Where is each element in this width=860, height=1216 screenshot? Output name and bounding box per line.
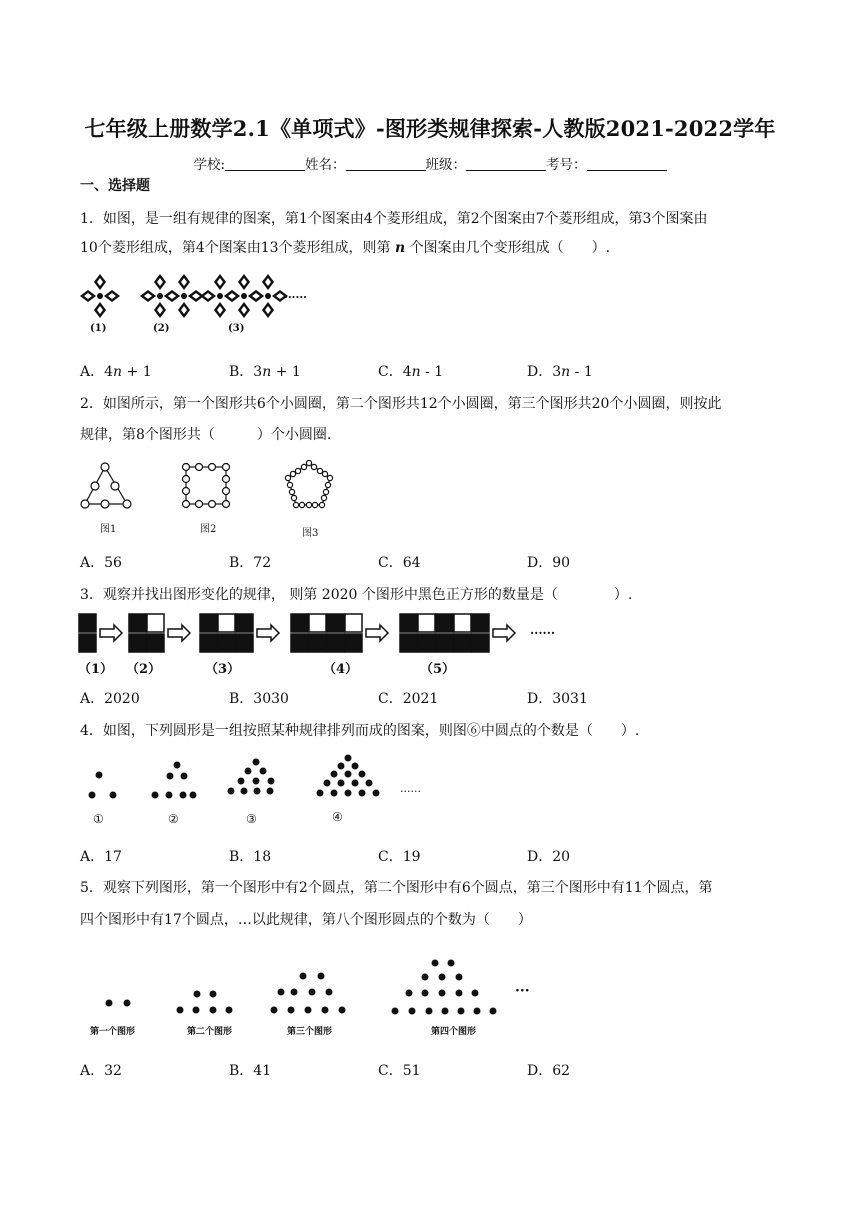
q5-figure — [95, 955, 535, 1025]
q1-fig-label-1: (1) — [90, 323, 107, 334]
q1-option-b-coef: 3 — [253, 364, 263, 380]
q1-option-b[interactable] — [229, 361, 301, 381]
q5-text-line-2: 四个图形中有17个圆点，…以此规律，第八个图形圆点的个数为（ ） — [80, 912, 532, 928]
q1-option-d-const: - 1 — [570, 364, 593, 380]
q3-fig-label-1: （1） — [78, 662, 114, 677]
q3-fig-ellipsis: ...... — [530, 623, 556, 637]
q3-fig-label-3: （3） — [205, 662, 241, 677]
q5-fig-label-1: 第一个图形 — [90, 1027, 136, 1037]
q1-option-b-letter: B． — [229, 364, 254, 380]
q1-option-c-const: - 1 — [420, 364, 444, 380]
q5-text-line-1: 5．观察下列图形，第一个图形中有2个圆点，第二个图形中有6个圆点，第三个图形中有11个圆点，第 — [80, 880, 713, 896]
student-info-line — [0, 153, 860, 173]
q3-option-a[interactable]: A．2020 — [80, 691, 140, 707]
q1-variable: n — [395, 240, 406, 256]
name-label: 姓名： — [305, 157, 346, 173]
q2-option-d[interactable]: D．90 — [527, 555, 571, 571]
q4-option-b[interactable]: B．18 — [229, 849, 272, 865]
q4-option-d[interactable]: D．20 — [527, 849, 571, 865]
q2-fig-label-3: 图3 — [302, 528, 319, 539]
q1-option-c-coef: 4 — [402, 364, 412, 380]
q5-option-b[interactable]: B．41 — [229, 1063, 272, 1079]
q3-fig-label-4: （4） — [323, 662, 359, 677]
q5-fig-label-4: 第四个图形 — [431, 1027, 477, 1037]
q1-fig-label-2: (2) — [153, 323, 170, 334]
q5-option-d[interactable]: D．62 — [527, 1063, 571, 1079]
q4-option-a[interactable]: A．17 — [80, 849, 122, 865]
q1-option-b-const: + 1 — [271, 364, 301, 380]
q1-option-a-const: + 1 — [122, 364, 152, 380]
q1-text-line-1: 1．如图，是一组有规律的图案，第1个图案由4个菱形组成，第2个图案由7个菱形组成，第3个图案由 — [80, 211, 708, 227]
q3-text-line-1: 3．观察并找出图形变化的规律， 则第 2020 个图形中黑色正方形的数量是（ ）. — [80, 587, 633, 603]
q1-option-a[interactable] — [80, 361, 152, 381]
page-title: 七年级上册数学2.1《单项式》-图形类规律探索-人教版2021-2022学年 — [84, 116, 776, 141]
name-field[interactable] — [346, 156, 426, 171]
q1-option-c[interactable] — [378, 361, 443, 381]
class-label: 班级： — [425, 157, 467, 173]
q1-option-a-letter: A． — [80, 364, 105, 380]
q4-text-line-1: 4．如图，下列圆形是一组按照某种规律排列而成的图案，则图⑥中圆点的个数是（ ）. — [80, 723, 640, 739]
q1-fig-ellipsis: ...... — [284, 288, 307, 301]
q2-option-a[interactable]: A．56 — [80, 555, 122, 571]
q1-option-d[interactable] — [527, 361, 593, 381]
q5-fig-ellipsis: ··· — [515, 983, 530, 999]
q4-fig-label-1: ① — [93, 812, 104, 826]
q2-fig-label-2: 图2 — [200, 524, 217, 535]
q2-text-line-1: 2．如图所示，第一个图形共6个小圆圈，第二个图形共12个小圆圈，第三个图形共20个小圆圈，则按此 — [80, 396, 722, 412]
q4-fig-label-2: ② — [168, 812, 179, 826]
q4-fig-ellipsis: ...... — [400, 782, 421, 795]
q1-option-d-var: n — [561, 364, 571, 380]
q1-option-c-var: n — [411, 364, 421, 380]
q5-option-a[interactable]: A．32 — [80, 1063, 122, 1079]
q1-option-c-letter: C． — [378, 364, 403, 380]
q4-option-c[interactable]: C．19 — [378, 849, 421, 865]
q4-fig-label-4: ④ — [332, 810, 343, 824]
q1-text-part-a: 10个菱形组成，第4个图案由13个菱形组成，则第 — [80, 240, 391, 256]
q2-fig-label-1: 图1 — [100, 524, 117, 535]
q1-option-a-var: n — [113, 364, 123, 380]
exam-no-field[interactable] — [587, 156, 667, 171]
class-field[interactable] — [466, 156, 546, 171]
q3-option-b[interactable]: B．3030 — [229, 691, 289, 707]
q5-fig-label-3: 第三个图形 — [287, 1027, 333, 1037]
q1-text-line-2 — [80, 238, 610, 258]
q3-fig-label-5: （5） — [420, 662, 456, 677]
q1-option-d-letter: D． — [527, 364, 553, 380]
school-field[interactable] — [225, 156, 305, 171]
q3-fig-label-2: （2） — [126, 662, 162, 677]
q3-figure — [78, 612, 538, 656]
exam-no-label: 考号： — [546, 157, 587, 173]
q2-text-line-2: 规律，第8个图形共（ ）个小圆圈. — [80, 427, 332, 443]
q2-option-b[interactable]: B．72 — [229, 555, 272, 571]
q5-option-c[interactable]: C．51 — [378, 1063, 421, 1079]
q3-option-d[interactable]: D．3031 — [527, 691, 588, 707]
q4-figure — [85, 752, 395, 807]
q1-option-d-coef: 3 — [552, 364, 562, 380]
q1-figure — [78, 270, 318, 340]
q1-fig-label-3: (3) — [228, 323, 245, 334]
school-label: 学校: — [193, 157, 226, 173]
section-heading: 一、选择题 — [80, 178, 150, 194]
q5-fig-label-2: 第二个图形 — [187, 1027, 233, 1037]
q2-figure — [78, 460, 358, 520]
q1-text-part-b: 个图案由几个变形组成（ ）. — [409, 240, 611, 256]
q1-option-b-var: n — [262, 364, 272, 380]
q4-fig-label-3: ③ — [246, 812, 257, 826]
q2-option-c[interactable]: C．64 — [378, 555, 421, 571]
q1-option-a-coef: 4 — [104, 364, 114, 380]
q3-option-c[interactable]: C．2021 — [378, 691, 439, 707]
